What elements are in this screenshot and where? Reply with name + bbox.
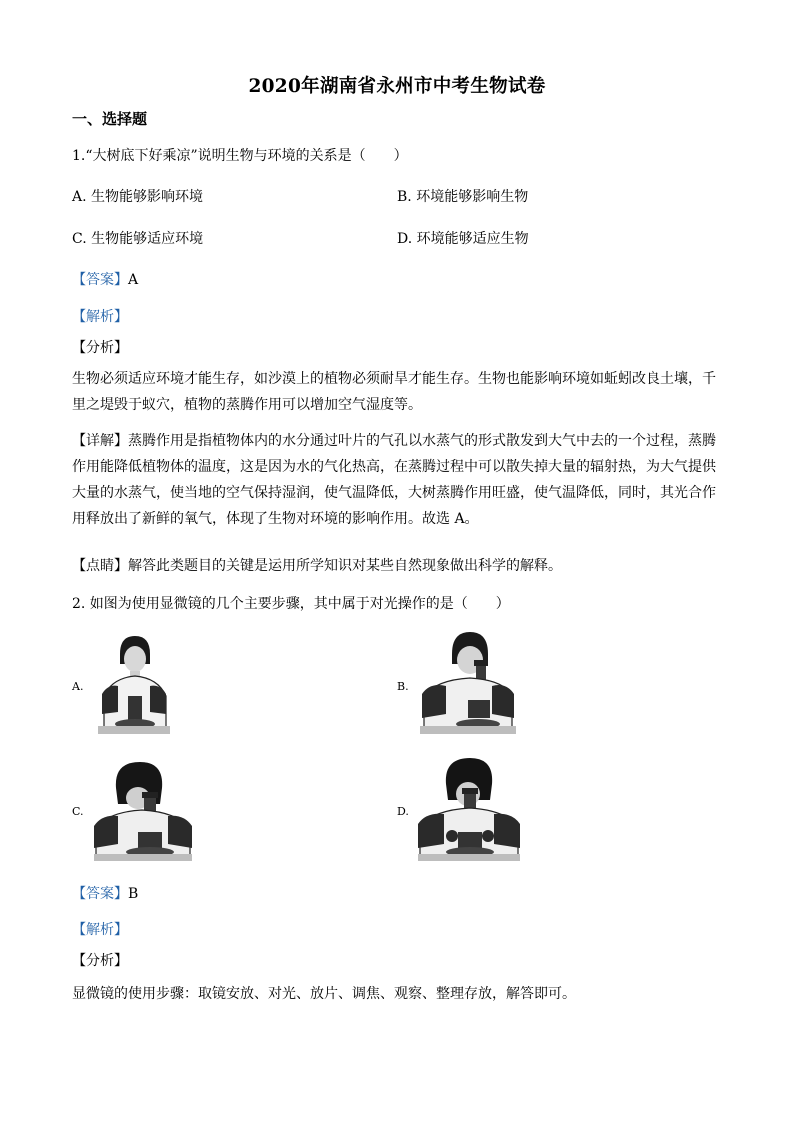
q2-option-c-label: C. bbox=[72, 805, 84, 818]
q2-option-b-label: B. bbox=[397, 680, 409, 693]
q1-xiangjie-line: 大量的水蒸气，使当地的空气保持湿润，使气温降低，大树蒸腾作用旺盛，使气温降低，同时，其光合作 bbox=[72, 485, 716, 501]
q2-stem: 2. 如图为使用显微镜的几个主要步骤，其中属于对光操作的是（ ） bbox=[72, 596, 510, 612]
q2-answer-tag: 【答案】 bbox=[72, 886, 128, 902]
q1-fenxi-text bbox=[72, 366, 724, 418]
q2-photo-d bbox=[418, 756, 520, 861]
q1-dianjing-row bbox=[72, 556, 562, 576]
q1-xiangjie-line: 蒸腾作用是指植物体内的水分通过叶片的气孔以水蒸气的形式散发到大气中去的一个过程，蒸腾 bbox=[128, 433, 716, 449]
q1-xiangjie bbox=[72, 428, 724, 532]
q2-fenxi-text: 显微镜的使用步骤：取镜安放、对光、放片、调焦、观察、整理存放，解答即可。 bbox=[72, 986, 576, 1002]
q1-option-d: D. 环境能够适应生物 bbox=[397, 231, 529, 247]
q1-answer-tag: 【答案】 bbox=[72, 272, 128, 288]
q1-dianjing-tag: 【点睛】 bbox=[72, 558, 128, 574]
q2-answer-row bbox=[72, 884, 138, 904]
section-heading: 一、选择题 bbox=[72, 110, 148, 128]
q1-option-a: A. 生物能够影响环境 bbox=[72, 189, 204, 205]
q2-analysis-tag: 【解析】 bbox=[72, 922, 128, 938]
q1-xiangjie-line: 作用能降低植物体的温度，这是因为水的气化热高，在蒸腾过程中可以散失掉大量的辐射热，为大气提供 bbox=[72, 459, 716, 475]
q2-photo-c bbox=[94, 758, 192, 861]
q1-stem: 1.“大树底下好乘凉”说明生物与环境的关系是（ ） bbox=[72, 148, 408, 164]
page-title: 2020年湖南省永州市中考生物试卷 bbox=[248, 76, 546, 97]
q1-option-b: B. 环境能够影响生物 bbox=[397, 189, 529, 205]
q2-option-a-label: A. bbox=[72, 680, 84, 693]
q1-analysis-tag: 【解析】 bbox=[72, 309, 128, 325]
q1-dianjing-text: 解答此类题目的关键是运用所学知识对某些自然现象做出科学的解释。 bbox=[128, 558, 562, 574]
q1-fenxi-line: 生物必须适应环境才能生存，如沙漠上的植物必须耐旱才能生存。生物也能影响环境如蚯蚓改良土壤，千 bbox=[72, 371, 716, 387]
q1-option-c: C. 生物能够适应环境 bbox=[72, 231, 204, 247]
q2-answer-value: B bbox=[128, 886, 139, 902]
q1-answer-row bbox=[72, 270, 138, 290]
q1-xiangjie-line: 用释放出了新鲜的氧气，体现了生物对环境的影响作用。故选 A。 bbox=[72, 511, 479, 527]
q1-answer-value: A bbox=[128, 272, 139, 288]
q1-fenxi-tag: 【分析】 bbox=[72, 340, 128, 356]
q2-photo-a bbox=[98, 634, 170, 734]
q2-option-d-label: D. bbox=[397, 805, 409, 818]
q1-fenxi-line: 里之堤毁于蚁穴，植物的蒸腾作用可以增加空气湿度等。 bbox=[72, 397, 422, 413]
q2-fenxi-tag: 【分析】 bbox=[72, 953, 128, 969]
q2-photo-b bbox=[420, 630, 516, 734]
q1-xiangjie-tag: 【详解】 bbox=[72, 433, 128, 449]
